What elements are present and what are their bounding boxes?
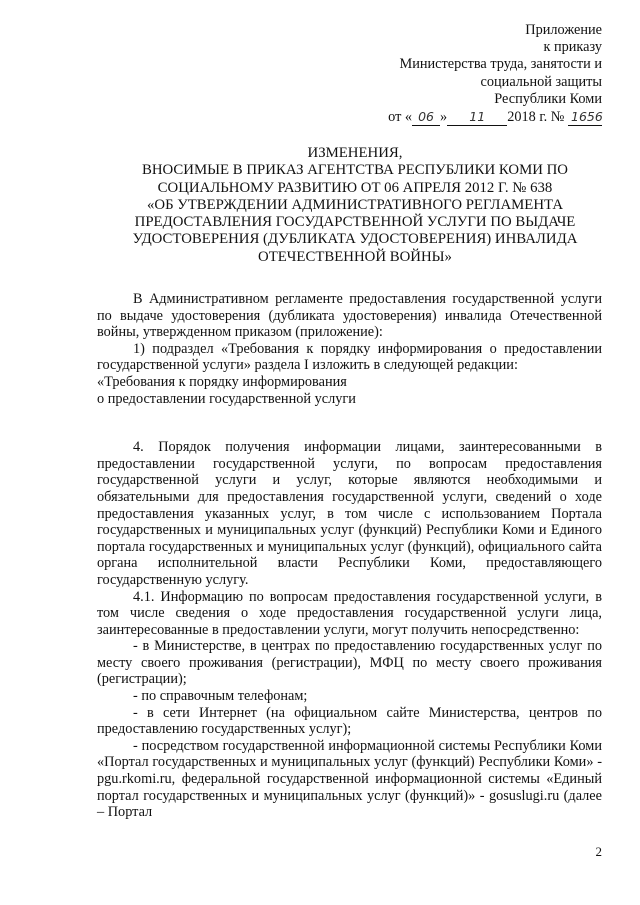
paragraph-4: 4. Порядок получения информации лицами, заинтересованными в предоставлении государственной услуги, по вопросам предоставления государственной услуги и услуг, которые являются необходимыми и обязательными для предоставления государственной услуги, сведений о ходе предоставления указанных услуг, в том числе с использованием Портала государственных и муниципальных услуг (функций) Республики Коми и Единого портала государственных и муниципальных услуг (функций), официального сайта органа исполнительной власти Республики Коми, предоставляющего государственную услугу. (97, 439, 602, 588)
attachment-block (388, 22, 602, 126)
title-line: УДОСТОВЕРЕНИЯ (ДУБЛИКАТА УДОСТОВЕРЕНИЯ) ИНВАЛИДА (132, 231, 578, 248)
title-line: «ОБ УТВЕРЖДЕНИИ АДМИНИСТРАТИВНОГО РЕГЛАМЕНТА (146, 196, 564, 213)
attachment-date-line (388, 108, 602, 126)
handwritten-order-number: 1656 (568, 108, 602, 126)
page-number: 2 (595, 844, 602, 859)
date-prefix: от « (388, 109, 413, 126)
date-year: 2018 г. № (507, 109, 565, 126)
subheading-line-2: о предоставлении государственной услуги (97, 390, 356, 407)
bullet-item: - по справочным телефонам; (133, 688, 308, 705)
handwritten-month: 11 (447, 108, 507, 126)
document-title (108, 145, 602, 266)
date-mid: » (440, 109, 448, 126)
subheading-line-1: «Требования к порядку информирования (97, 373, 347, 390)
paragraph-4-1: 4.1. Информацию по вопросам предоставления государственной услуги, в том числе сведения о ходе предоставления государственной услуги лица, заинтересованные в предоставлении услуги, могут получить непосредственно: (97, 588, 602, 638)
bullet-item: - в сети Интернет (на официальном сайте Министерства, центров по предоставлению государственных услуг); (97, 704, 602, 738)
attachment-line: Приложение (525, 22, 602, 38)
bullet-item: - в Министерстве, в центрах по предоставлению государственных услуг по месту своего проживания (регистрации), МФЦ по месту своего проживания (регистрации); (97, 638, 602, 688)
title-line: ВНОСИМЫЕ В ПРИКАЗ АГЕНТСТВА РЕСПУБЛИКИ КОМИ ПО (142, 162, 568, 179)
document-body (97, 291, 602, 821)
attachment-line: социальной защиты (480, 73, 602, 90)
title-line: ОТЕЧЕСТВЕННОЙ ВОЙНЫ» (258, 248, 452, 265)
title-line: ПРЕДОСТАВЛЕНИЯ ГОСУДАРСТВЕННОЙ УСЛУГИ ПО ВЫДАЧЕ (134, 214, 576, 231)
intro-paragraph: В Административном регламенте предоставления государственной услуги по выдаче удостоверения (дубликата удостоверения) инвалида Отечественной войны, утвержденном приказом (приложение): (97, 291, 602, 341)
attachment-line: к приказу (543, 39, 602, 56)
bullet-item: - посредством государственной информационной системы Республики Коми «Портал государственных и муниципальных услуг (функций) Республики Коми» - pgu.rkomi.ru, федеральной государственной информационной системы «Единый портал государственных и муниципальных услуг (функций)» - gosuslugi.ru (далее – Портал (97, 737, 602, 821)
handwritten-day: 06 (412, 108, 440, 126)
attachment-line: Республики Коми (494, 90, 602, 107)
title-line: ИЗМЕНЕНИЯ, (307, 145, 403, 161)
attachment-line: Министерства труда, занятости и (399, 56, 602, 73)
title-line: СОЦИАЛЬНОМУ РАЗВИТИЮ ОТ 06 АПРЕЛЯ 2012 Г. № 638 (157, 179, 553, 196)
item-1-paragraph: 1) подраздел «Требования к порядку информирования о предоставлении государственной услуги» раздела I изложить в следующей редакции: (97, 340, 602, 374)
spacer (97, 407, 602, 439)
